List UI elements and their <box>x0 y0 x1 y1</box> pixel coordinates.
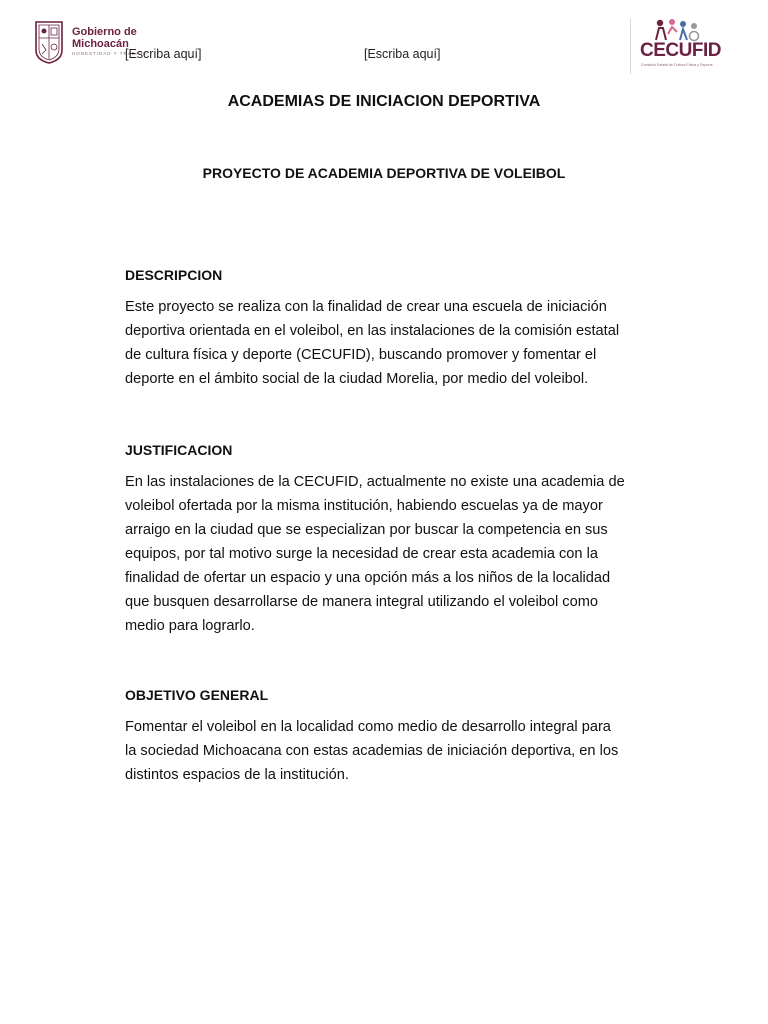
text-line: finalidad de ofertar un espacio y una opción más a los niños de la localidad <box>125 570 611 586</box>
cecufid-logo <box>632 16 732 82</box>
section-heading: JUSTIFICACION <box>125 442 233 458</box>
text-line: equipos, por tal motivo surge la necesidad de crear esta academia con la <box>125 546 598 562</box>
text-line: arraigo en la ciudad que se especializan por buscar la competencia en sus <box>125 522 608 538</box>
text-line: la sociedad Michoacana con estas academias de iniciación deportiva, en los <box>125 743 619 759</box>
document-subtitle: PROYECTO DE ACADEMIA DEPORTIVA DE VOLEIBOL <box>202 165 566 181</box>
gov-logo-line2: Michoacán <box>72 37 129 50</box>
text-line: deportiva orientada en el voleibol, en las instalaciones de la comisión estatal <box>125 323 620 339</box>
section-body <box>125 470 680 638</box>
section-heading: DESCRIPCION <box>125 267 223 283</box>
section-heading: OBJETIVO GENERAL <box>125 687 269 703</box>
section-justificacion <box>125 442 680 638</box>
cecufid-logo-word: CECUFID <box>640 40 721 61</box>
text-line: Fomentar el voleibol en la localidad como medio de desarrollo integral para <box>125 719 611 735</box>
document-title: ACADEMIAS DE INICIACION DEPORTIVA <box>227 93 541 110</box>
athletes-icon <box>654 18 704 42</box>
section-descripcion <box>125 267 680 391</box>
section-body <box>125 295 680 391</box>
text-line: que busquen desarrollarse de manera integral utilizando el voleibol como <box>125 594 598 610</box>
section-body <box>125 715 680 787</box>
cecufid-logo-subtitle: Comisión Estatal de Cultura Física y Deporte <box>641 63 713 67</box>
text-line: Este proyecto se realiza con la finalidad de crear una escuela de iniciación <box>125 299 607 315</box>
header-divider <box>630 18 631 74</box>
text-line: deporte en el ámbito social de la ciudad Morelia, por medio del voleibol. <box>125 371 589 387</box>
header-placeholder-left[interactable]: [Escriba aquí] <box>125 47 202 61</box>
text-line: de cultura física y deporte (CECUFID), buscando promover y fomentar el <box>125 347 597 363</box>
text-line: voleibol ofertada por la misma institución, habiendo escuelas ya de mayor <box>125 498 603 514</box>
gov-logo-tagline: HONESTIDAD Y TRABAJO <box>72 51 148 57</box>
text-line: medio para lograrlo. <box>125 618 255 634</box>
section-objetivo-general <box>125 687 680 787</box>
state-shield-icon <box>34 20 64 64</box>
text-line: En las instalaciones de la CECUFID, actualmente no existe una academia de <box>125 474 625 490</box>
text-line: distintos espacios de la institución. <box>125 767 349 783</box>
gov-logo-line1: Gobierno de <box>72 26 137 39</box>
header-placeholder-middle[interactable]: [Escriba aquí] <box>364 47 441 61</box>
